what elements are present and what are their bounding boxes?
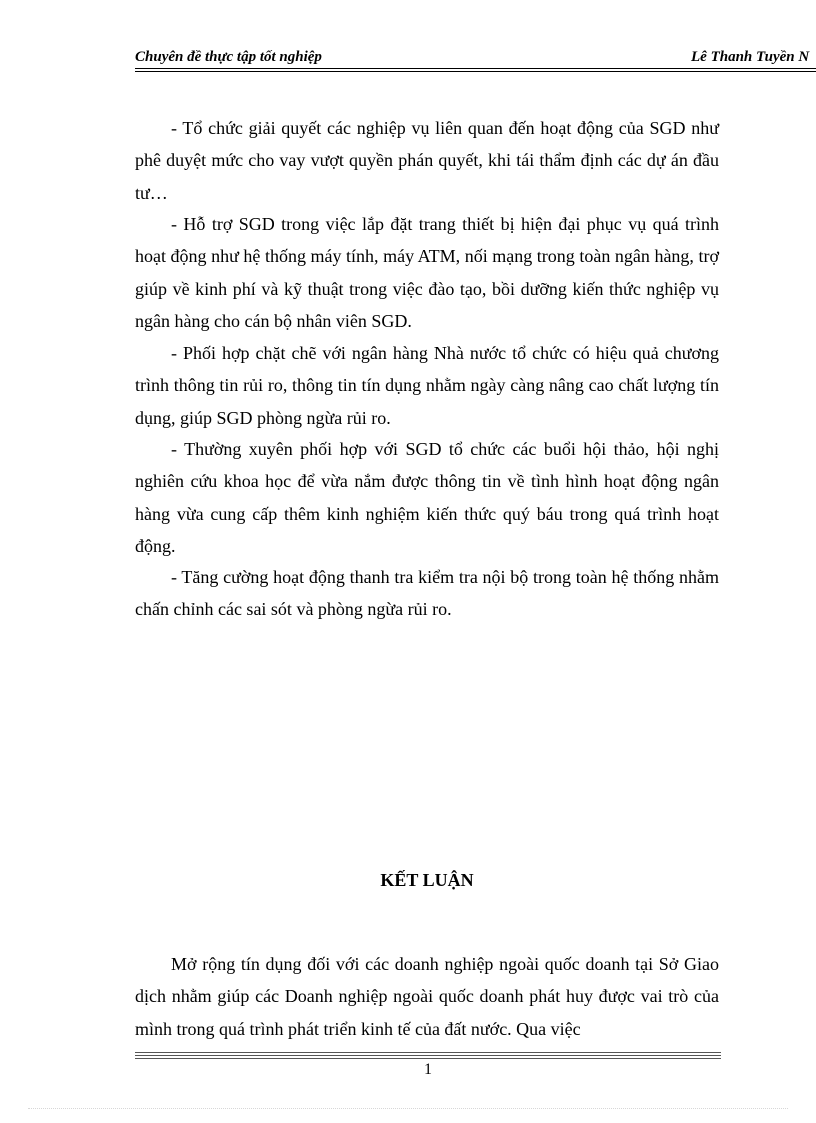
body-paragraph-1: - Tổ chức giải quyết các nghiệp vụ liên quan đến hoạt động của SGD như phê duyệt mức cho vay vượt quyền phán quyết, khi tái thẩm định các dự án đầu tư… <box>135 118 719 203</box>
header-rule-bottom <box>135 71 816 72</box>
footer-rule-3 <box>135 1058 721 1059</box>
footer-rule-1 <box>135 1052 721 1053</box>
page-bottom-dotted-line <box>28 1108 788 1109</box>
conclusion-heading: KẾT LUẬN <box>380 870 474 890</box>
conclusion-paragraph: Mở rộng tín dụng đối với các doanh nghiệp ngoài quốc doanh tại Sở Giao dịch nhằm giúp các Doanh nghiệp ngoài quốc doanh phát huy được vai trò của mình trong quá trình phát triển kinh tế của đất nước. Qua việc <box>135 954 719 1039</box>
body-paragraph-5: - Tăng cường hoạt động thanh tra kiểm tra nội bộ trong toàn hệ thống nhằm chấn chỉnh các sai sót và phòng ngừa rủi ro. <box>135 567 719 620</box>
footer-rule-2 <box>135 1055 721 1056</box>
body-paragraph-4: - Thường xuyên phối hợp với SGD tổ chức các buổi hội thảo, hội nghị nghiên cứu khoa học để vừa nắm được thông tin về tình hình hoạt động ngân hàng vừa cung cấp thêm kinh nghiệm kiến thức quý báu trong quá trình hoạt động. <box>135 439 719 557</box>
page-number: 1 <box>424 1061 432 1078</box>
body-paragraph-2: - Hỗ trợ SGD trong việc lắp đặt trang thiết bị hiện đại phục vụ quá trình hoạt động như hệ thống máy tính, máy ATM, nối mạng trong toàn ngân hàng, trợ giúp về kinh phí và kỹ thuật trong việc đào tạo, bồi dưỡng kiến thức nghiệp vụ ngân hàng cho cán bộ nhân viên SGD. <box>135 214 719 332</box>
body-paragraph-3: - Phối hợp chặt chẽ với ngân hàng Nhà nước tổ chức có hiệu quả chương trình thông tin rủi ro, thông tin tín dụng nhằm ngày càng nâng cao chất lượng tín dụng, giúp SGD phòng ngừa rủi ro. <box>135 343 719 428</box>
header-document-title: Chuyên đề thực tập tốt nghiệp <box>135 49 322 65</box>
header-rule-top <box>135 68 816 69</box>
header-author-name: Lê Thanh Tuyền N <box>691 49 810 65</box>
